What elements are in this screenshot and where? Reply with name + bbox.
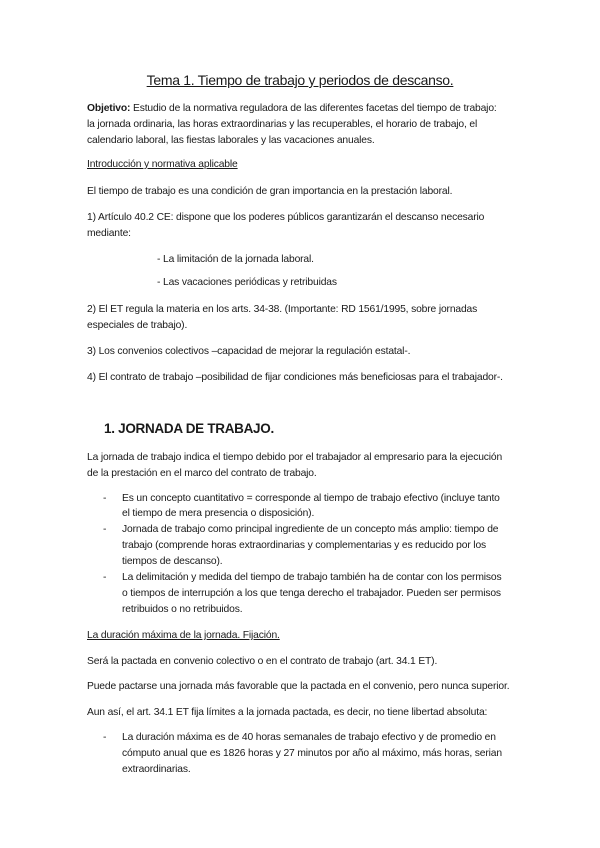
objective-line	[87, 100, 497, 117]
bullet-dash: -	[103, 524, 107, 535]
paragraph: El tiempo de trabajo es una condición de gran importancia en la prestación laboral.	[87, 186, 453, 197]
objective-line: la jornada ordinaria, las horas extraordinarias y las recuperables, el horario de trabajo, el	[87, 119, 478, 130]
objective-line: calendario laboral, las fiestas laborales y las vacaciones anuales.	[87, 135, 375, 146]
bullet-text: cómputo anual que es 1826 horas y 27 minutos por año al máximo, más horas, serian	[122, 748, 502, 759]
paragraph: La jornada de trabajo indica el tiempo debido por el trabajador al empresario para la ejecución	[87, 452, 503, 463]
paragraph: Aun así, el art. 34.1 ET fija límites a la jornada pactada, es decir, no tiene libertad absoluta:	[87, 707, 488, 718]
paragraph: 3) Los convenios colectivos –capacidad de mejorar la regulación estatal-.	[87, 346, 411, 357]
list-item: - Las vacaciones periódicas y retribuidas	[157, 277, 337, 288]
paragraph: de la prestación en el marco del contrato de trabajo.	[87, 468, 317, 479]
bullet-dash: -	[103, 572, 107, 583]
bullet-text: La duración máxima es de 40 horas semanales de trabajo efectivo y de promedio en	[122, 732, 496, 743]
objective-text: Estudio de la normativa reguladora de las diferentes facetas del tiempo de trabajo:	[130, 103, 497, 114]
bullet-text: tiempos de descanso).	[122, 556, 223, 567]
list-item: - La limitación de la jornada laboral.	[157, 254, 314, 265]
paragraph: Será la pactada en convenio colectivo o en el contrato de trabajo (art. 34.1 ET).	[87, 656, 438, 667]
bullet-dash: -	[103, 493, 107, 504]
bullet-text: extraordinarias.	[122, 764, 191, 775]
paragraph: 1) Artículo 40.2 CE: dispone que los poderes públicos garantizarán el descanso necesario	[87, 212, 485, 223]
sub-heading: La duración máxima de la jornada. Fijación.	[87, 630, 280, 641]
paragraph: 2) El ET regula la materia en los arts. 34-38. (Importante: RD 1561/1995, sobre jornadas	[87, 304, 478, 315]
bullet-text: o tiempos de interrupción a los que tenga derecho el trabajador. Pueden ser permisos	[122, 588, 501, 599]
bullet-dash: -	[103, 732, 107, 743]
bullet-text: Jornada de trabajo como principal ingrediente de un concepto más amplio: tiempo de	[122, 524, 499, 535]
paragraph: 4) El contrato de trabajo –posibilidad de fijar condiciones más beneficiosas para el trabajador-.	[87, 372, 503, 383]
page-title: Tema 1. Tiempo de trabajo y periodos de descanso.	[146, 72, 454, 88]
objective-label: Objetivo:	[87, 103, 131, 114]
bullet-text: trabajo (comprende horas extraordinarias y complementarias y es reducido por los	[122, 540, 487, 551]
bullet-text: el tiempo de mera presencia o disposición).	[122, 508, 315, 519]
intro-heading: Introducción y normativa aplicable	[87, 159, 238, 170]
paragraph: mediante:	[87, 228, 131, 239]
paragraph: Puede pactarse una jornada más favorable que la pactada en el convenio, pero nunca superior.	[87, 681, 510, 692]
bullet-text: La delimitación y medida del tiempo de trabajo también ha de contar con los permisos	[122, 572, 502, 583]
section-heading: 1. JORNADA DE TRABAJO.	[104, 421, 274, 436]
paragraph: especiales de trabajo).	[87, 320, 188, 331]
bullet-text: retribuidos o no retribuidos.	[122, 604, 243, 615]
bullet-text: Es un concepto cuantitativo = corresponde al tiempo de trabajo efectivo (incluye tanto	[122, 493, 500, 504]
